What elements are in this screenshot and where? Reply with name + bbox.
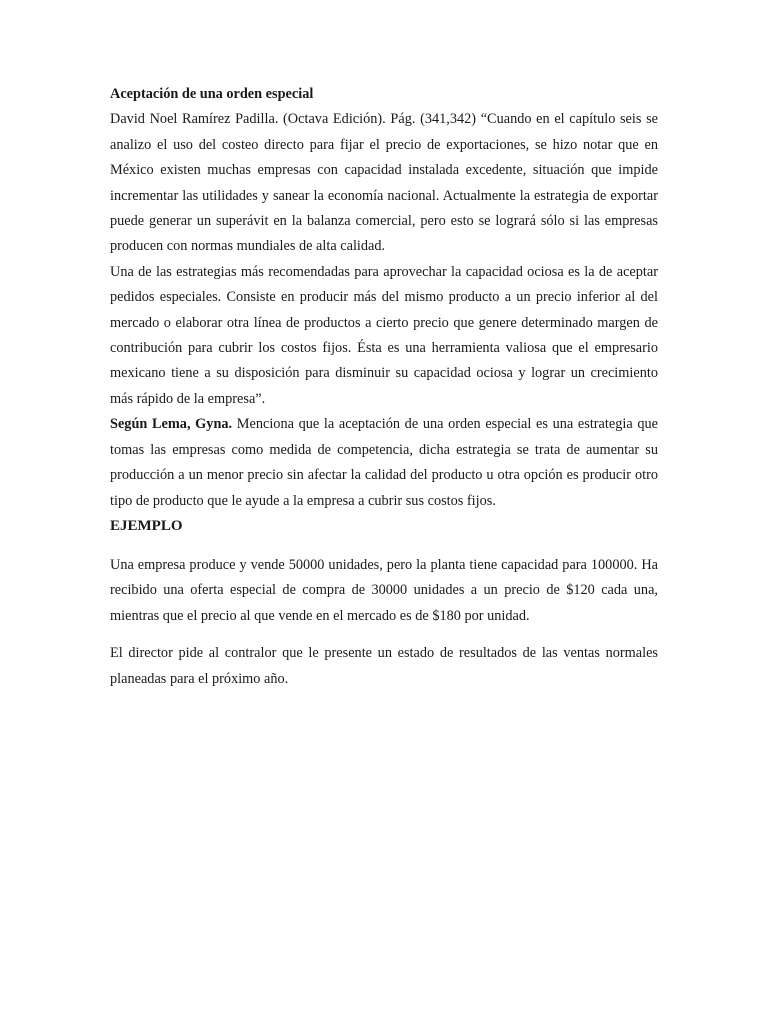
document-title: Aceptación de una orden especial: [110, 86, 314, 102]
example-paragraph-offer: Una empresa produce y vende 50000 unidades, pero la planta tiene capacidad para 100000. Ha recibido una oferta especial de compra de 30000 unidades a un precio de $120 cada una, mientras que el precio al que vende en el mercado es de $180 por unidad.: [110, 556, 658, 624]
spacer: [110, 539, 658, 553]
example-paragraph-request: El director pide al contralor que le presente un estado de resultados de las ventas normales planeadas para el próximo año.: [110, 645, 658, 687]
document-page: [110, 82, 658, 692]
example-heading: EJEMPLO: [110, 517, 183, 534]
paragraph-lema-gyna: [110, 412, 658, 514]
paragraph-quote-continuation: Una de las estrategias más recomendadas para aprovechar la capacidad ociosa es la de aceptar pedidos especiales. Consiste en producir más del mismo producto a un precio inferior al del mercado o elaborar otra línea de productos a cierto precio que genere determinado margen de contribución para cubrir los costos fijos. Ésta es una herramienta valiosa que el empresario mexicano tiene a su disposición para disminuir su capacidad ociosa y lograr un crecimiento más rápido de la empresa”.: [110, 263, 658, 407]
author-reference: Según Lema, Gyna.: [110, 416, 233, 433]
paragraph-quote-intro: David Noel Ramírez Padilla. (Octava Edición). Pág. (341,342) “Cuando en el capítulo seis se analizo el uso del costeo directo para fijar el precio de exportaciones, se hizo notar que en México existen muchas empresas con capacidad instalada excedente, situación que impide incrementar las utilidades y sanear la economía nacional. Actualmente la estrategia de exportar puede generar un superávit en la balanza comercial, pero esto se logrará sólo si las empresas producen con normas mundiales de alta calidad.: [110, 111, 658, 255]
paragraph-lema-gyna-body: Menciona que la aceptación de una orden especial es una estrategia que tomas las empresas como medida de competencia, dicha estrategia se trata de aumentar su producción a un menor precio sin afectar la calidad del producto u otra opción es producir otro tipo de producto que le ayude a la empresa a cubrir sus costos fijos.: [110, 416, 658, 509]
spacer: [110, 629, 658, 641]
